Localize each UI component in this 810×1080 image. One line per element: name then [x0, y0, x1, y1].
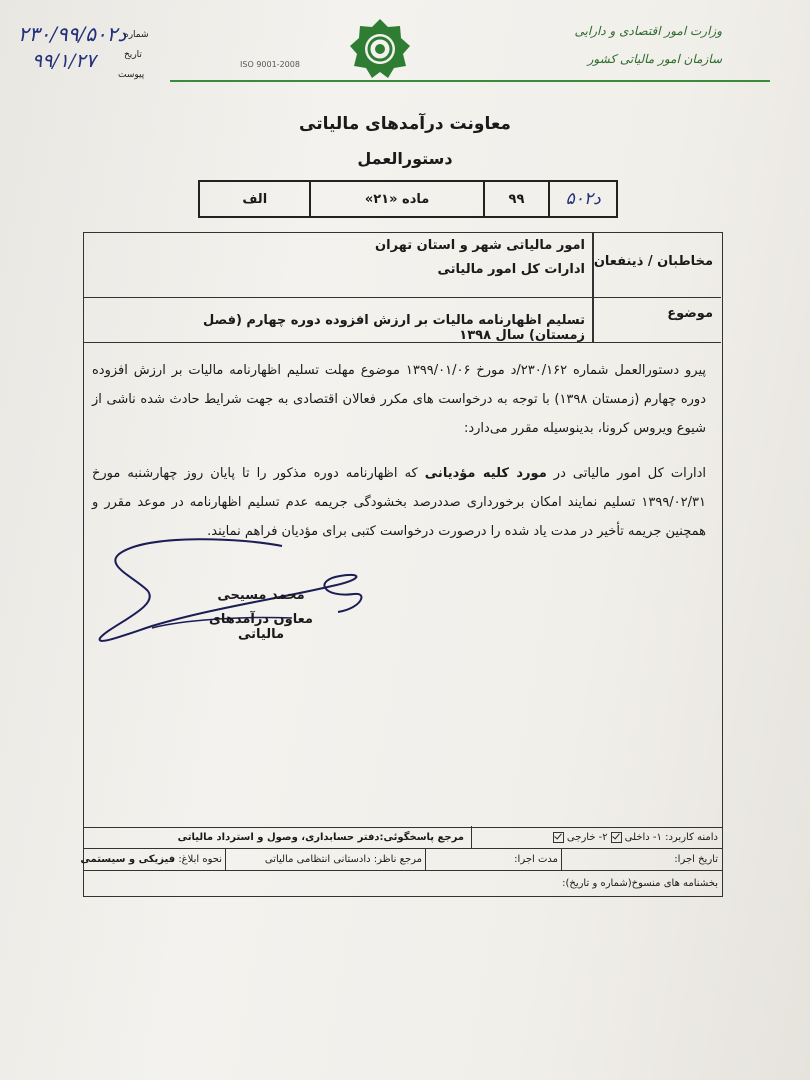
label-column-divider [592, 232, 594, 342]
scope-cell [472, 826, 722, 848]
exec-date-label: تاریخ اجرا: [674, 853, 718, 865]
internal-checkbox [611, 832, 622, 843]
reference-code: د۵۰۲ [548, 182, 616, 216]
subject-label: موضوع [667, 306, 713, 321]
paragraph-1-text: پیرو دستورالعمل شماره ۲۳۰/۱۶۲/د مورخ ۱۳۹۹/۰۱/۰۶ موضوع مهلت تسلیم اظهارنامه مالیات بر ارزش افزوده دوره چهارم (زمستان ۱۳۹۸) با توجه به درخواست های مکرر فعالان اقتصادی به جهت شرایط حادث شده ناشی از شیوع ویروس کرونا، بدینوسیله مقرر می‌دارد: [92, 363, 707, 436]
reference-year: ۹۹ [483, 182, 549, 216]
document-subtitle: دستورالعمل [357, 149, 453, 168]
responder-cell [88, 826, 468, 848]
date-label: تاریخ [124, 50, 142, 60]
scope-external: ۲- خارجی [566, 831, 608, 843]
supervisor-text: مرجع ناظر: دادستانی انتظامی مالیاتی [264, 853, 422, 865]
organization-name: سازمان امور مالیاتی کشور [587, 52, 722, 66]
footer-divider [471, 826, 472, 848]
exec-date-cell [562, 848, 722, 870]
revoked-cell [322, 870, 722, 896]
scope-label: دامنه کاربرد: ۱- داخلی [624, 831, 718, 843]
number-label: شماره [124, 30, 149, 40]
ministry-name: وزارت امور اقتصادی و دارایی [574, 24, 722, 38]
footer-row-3 [83, 870, 723, 897]
footer-row-2 [80, 848, 723, 871]
paragraph-2-bold: مورد کلیه مؤدیانی [424, 466, 547, 481]
addressee-line-2: ادارات کل امور مالیاتی [437, 262, 585, 277]
revoked-label: بخشنامه های منسوخ(شماره و تاریخ): [562, 877, 718, 889]
addressee-line-1: امور مالیاتی شهر و استان تهران [375, 238, 585, 253]
body-paragraph-1 [92, 356, 706, 443]
handwritten-number: ۲۳۰/۹۹/د۵۰۲ [18, 22, 127, 46]
handwritten-date: ۹۹/۱/۲۷ [32, 50, 96, 72]
iso-label: ISO 9001-2008 [240, 60, 300, 69]
paragraph-2-text-a: ادارات کل امور مالیاتی در [546, 466, 707, 481]
notify-label: نحوه ابلاغ: [178, 853, 222, 865]
reference-part: الف [242, 191, 268, 207]
responder-text: مرجع پاسخگوئی:دفتر حسابداری، وصول و استرداد مالیاتی [177, 831, 464, 843]
subject-text: تسلیم اظهارنامه مالیات بر ارزش افزوده دوره چهارم (فصل زمستان) سال ۱۳۹۸ [203, 313, 585, 343]
attachment-label: پیوست [118, 70, 145, 80]
notify-value: فیزیکی و سیستمی [80, 853, 176, 865]
paragraph-2-text-b: که اظهارنامه دوره مذکور را تا پایان روز چهارشنبه مورخ ۱۳۹۹/۰۲/۳۱ تسلیم نمایند امکان برخورداری صددرصد بخشودگی جریمه عدم تسلیم اظهارنامه در موعد مقرر و همچنین جریمه تأخیر در مدت یاد شده را درصورت درخواست کتبی برای مؤدیان فراهم نمایند. [92, 466, 706, 539]
notify-cell [80, 848, 226, 870]
supervisor-cell [226, 848, 426, 870]
tax-organization-logo [348, 18, 412, 82]
reference-article: ماده «۲۱» [309, 182, 482, 216]
exec-period-label: مدت اجرا: [514, 853, 558, 865]
external-checkbox [553, 832, 564, 843]
addressees-label: مخاطبان / ذینفعان [593, 254, 713, 269]
footer-row-1 [83, 826, 723, 849]
signatory-name: محمد مسیحی [217, 588, 305, 603]
signatory-title: معاون درآمدهای مالیاتی [209, 612, 313, 642]
exec-period-cell [426, 848, 562, 870]
reference-table [198, 180, 618, 218]
document-title: معاونت درآمدهای مالیاتی [299, 114, 511, 134]
header-divider [170, 80, 770, 82]
